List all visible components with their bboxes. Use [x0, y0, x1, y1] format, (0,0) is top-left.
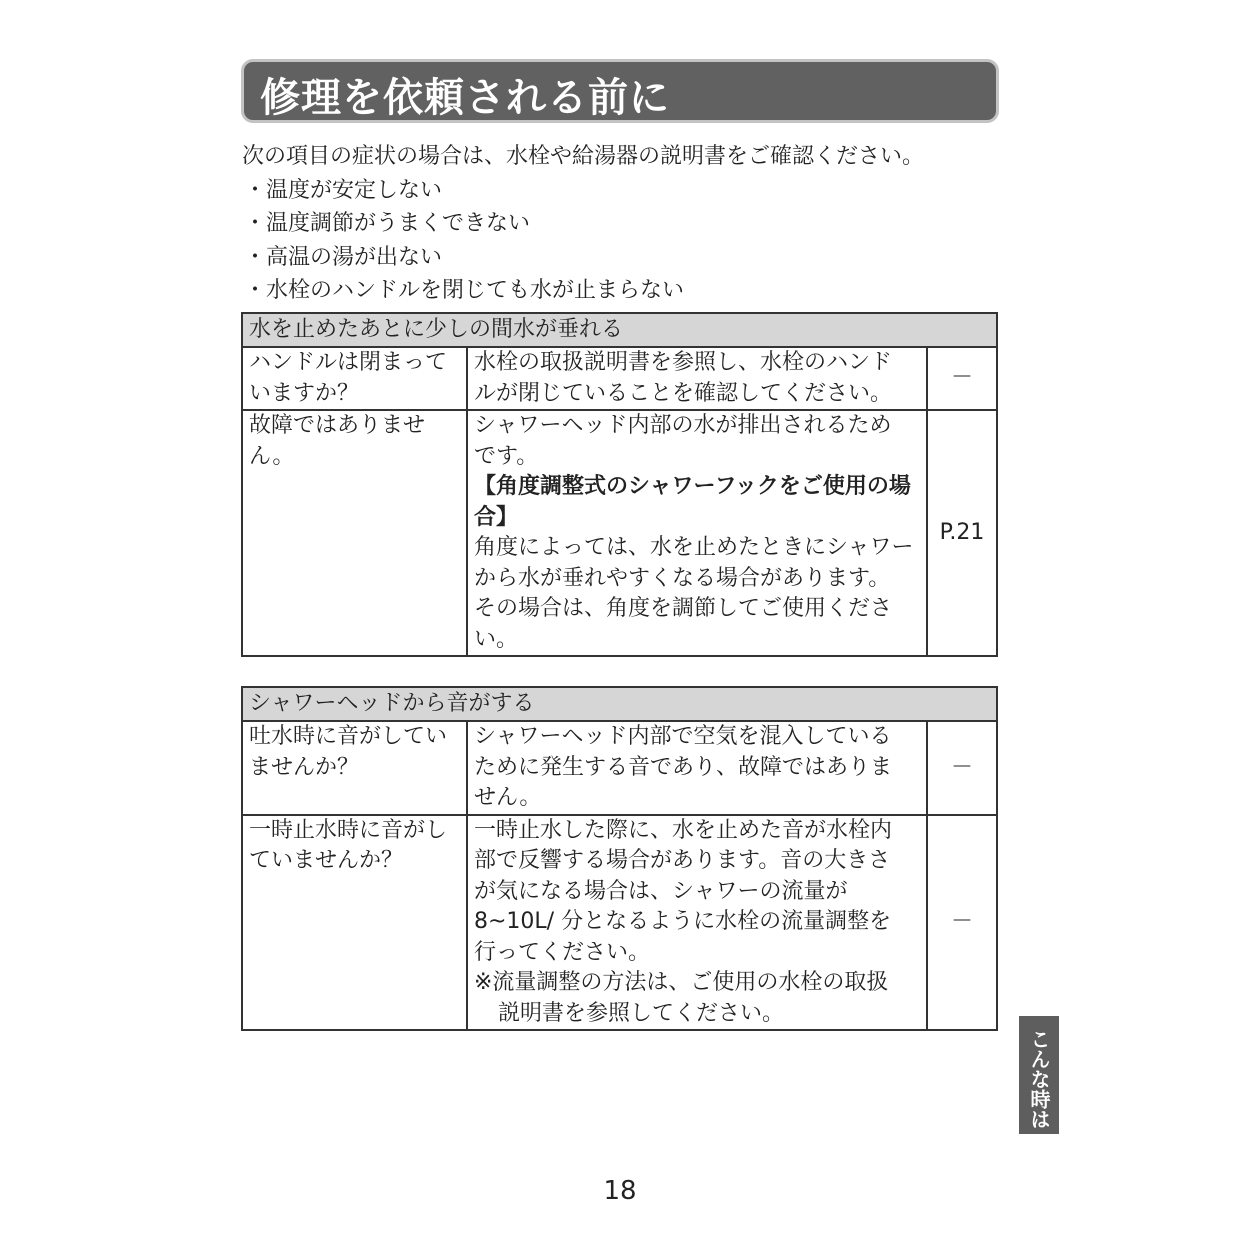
symptom-item: ・ 高温の湯が出ない [250, 241, 924, 275]
symptom-item: ・ 水栓のハンドルを閉じても水が止まらない [250, 274, 924, 308]
page-title-bar [241, 59, 999, 123]
noise-table [241, 686, 998, 1031]
dripping-table [241, 312, 998, 657]
symptom-list [242, 174, 924, 308]
table-header: 水を止めたあとに少しの間水が垂れる [242, 313, 997, 347]
page-title: 修理を依頼される前に [260, 75, 670, 121]
page-number: 18 [603, 1176, 637, 1206]
remedy-cell: シャワーヘッド内部の水が排出されるため です。 【角度調整式のシャワーフックをご使用の場 合】 角度によっては、水を止めたときにシャワー から水が垂れやすくなる場合があります。 その場合は、角度を調節してご使用くださ い。 [467, 410, 927, 656]
table-row [242, 815, 997, 1031]
table-row [242, 347, 997, 410]
check-cell: 故障ではありませ ん。 [242, 410, 467, 656]
page-ref: P.21 [927, 410, 997, 656]
table-row [242, 721, 997, 815]
section-side-tab: こんな時は [1019, 1016, 1059, 1134]
remedy-cell: 一時止水した際に、水を止めた音が水栓内 部で反響する場合があります。音の大きさ が気になる場合は、シャワーの流量が 8~10L/ 分となるように水栓の流量調整を 行ってください。 ※流量調整の方法は、ご使用の水栓の取扱 説明書を参照してください。 [467, 815, 927, 1031]
table-header: シャワーヘッドから音がする [242, 687, 997, 721]
check-cell: ハンドルは閉まって いますか？ [242, 347, 467, 410]
page-ref: － [927, 347, 997, 410]
remedy-cell: 水栓の取扱説明書を参照し、水栓のハンド ルが閉じていることを確認してください。 [467, 347, 927, 410]
intro-lead: 次の項目の症状の場合は、水栓や給湯器の説明書をご確認ください。 [242, 144, 925, 169]
page-ref: － [927, 721, 997, 815]
intro-section [242, 140, 924, 308]
check-cell: 一時止水時に音がし ていませんか？ [242, 815, 467, 1031]
check-cell: 吐水時に音がしてい ませんか？ [242, 721, 467, 815]
symptom-item: ・ 温度調節がうまくできない [250, 207, 924, 241]
remedy-cell: シャワーヘッド内部で空気を混入している ために発生する音であり、故障ではありま せん。 [467, 721, 927, 815]
table-row [242, 410, 997, 656]
symptom-item: ・ 温度が安定しない [250, 174, 924, 208]
page-ref: － [927, 815, 997, 1031]
